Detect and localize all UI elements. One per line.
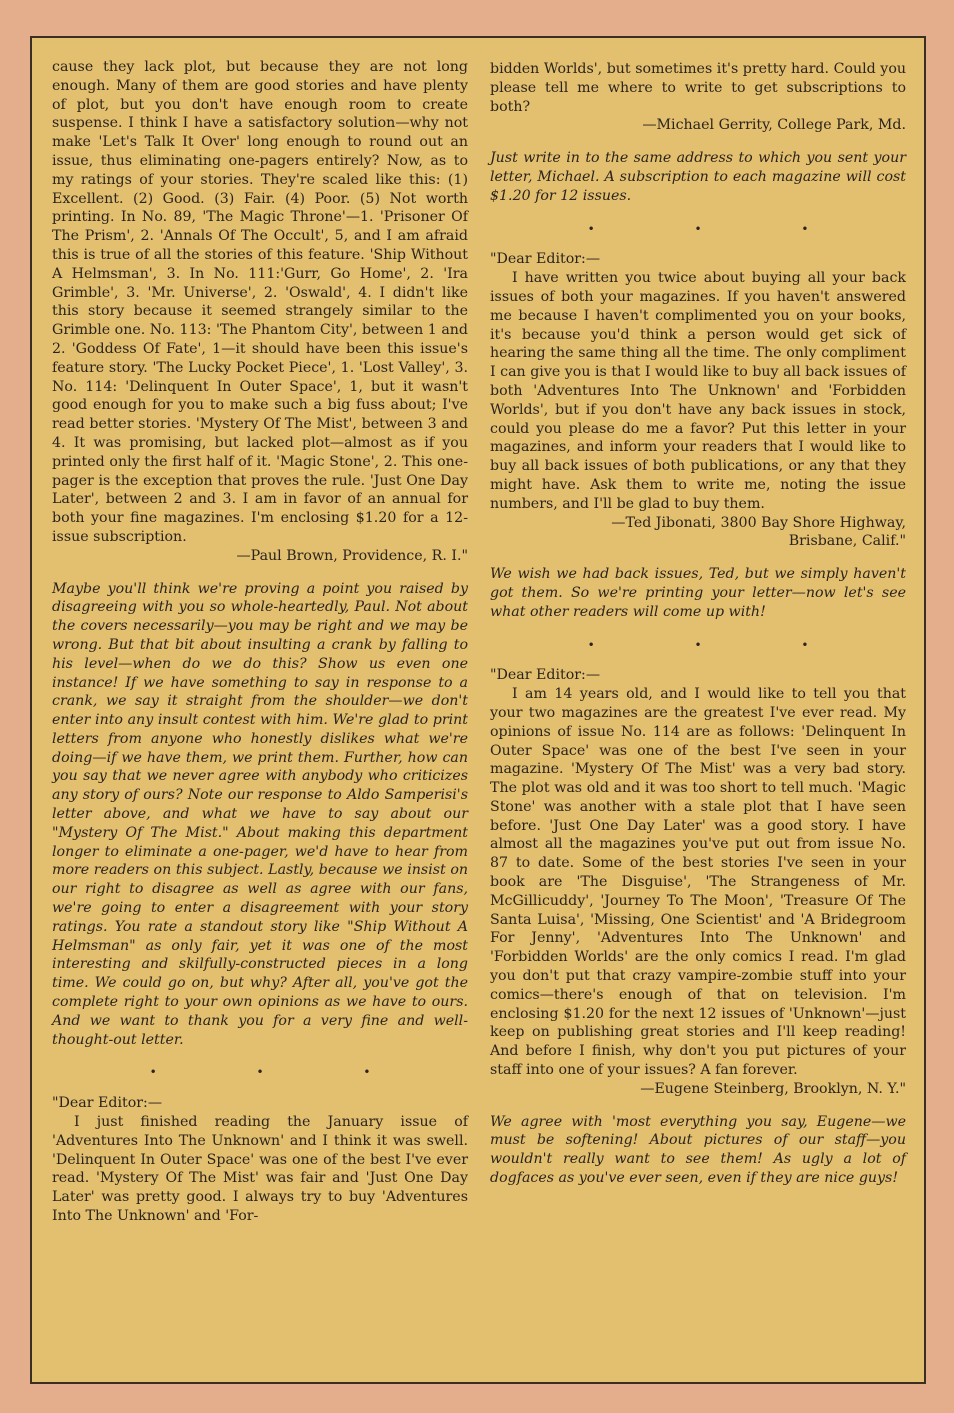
section-separator: • • • [587, 221, 857, 236]
section-separator: • • • [149, 1065, 419, 1080]
editor-reply: We wish we had back issues, Ted, but we simply haven't got them. So we're printing your letter—now let's see what other readers will come up with! [490, 566, 906, 620]
letters-page [30, 36, 926, 1384]
editor-reply: Maybe you'll think we're proving a point you raised by disagreeing with you so whole-heartedly, Paul. Not about the covers necessarily—you may be right and we may be wrong. But that bit about insulting a crank by falling to his level—when do we do this? Show us even one instance! If we have something to say in response to a crank, we say it straight from the shoulder—we don't enter into any insult contest with him. We're glad to print letters from anyone who honestly dislikes what we're doing—if we have them, we print them. Further, how can you say that we never agree with anybody who criticizes any story of ours? Note our response to Aldo Samperisi's letter above, and what we have to say about our "Mystery Of The Mist." About making this department longer to eliminate a one-pager, we'd have to hear from more readers on this subject. Lastly, because we insist on our right to disagree as well as agree with our fans, we're going to enter a disagreement with your story ratings. You rate a standout story like "Ship Without A Helmsman" as only fair, yet it was one of the most interesting and skilfully-constructed pieces in a long time. We could go on, but why? After all, you've got the complete right to your own opinions as we have to ours. And we want to thank you for a very fine and well-thought-out letter. [52, 580, 468, 1048]
left-column [52, 58, 468, 1226]
letter-signature: —Paul Brown, Providence, R. I." [236, 547, 468, 564]
letter-signature: —Eugene Steinberg, Brooklyn, N. Y." [640, 1080, 906, 1097]
right-column [490, 60, 906, 1188]
letter-salutation: "Dear Editor:— [490, 251, 601, 268]
letter-signature-location: Brisbane, Calif." [788, 533, 906, 550]
letter-body: I have written you twice about buying all your back issues of both your magazines. If you haven't answered me because I haven't complimented you on your books, it's because you'd think a person would get sick of hearing the same thing all the time. The only compliment I can give you is that I would like to buy all back issues of both 'Adventures Into The Unknown' and 'Forbidden Worlds', but if you don't have any back issues in stock, could you please do me a favor? Put this letter in your magazines, and inform your readers that I would like to buy all back issues of both publications, or any that they might have. Ask them to write me, noting the issue numbers, and I'll be glad to buy them. [490, 270, 906, 512]
letter-salutation: "Dear Editor:— [490, 667, 601, 684]
editor-reply: We agree with 'most everything you say, Eugene—we must be softening! About pictures of our staff—you wouldn't really want to see them! As ugly a lot of dogfaces as you've ever seen, even if they are nice guys! [490, 1113, 906, 1187]
letter-continuation: cause they lack plot, but because they are not long enough. Many of them are good stories and have plenty of plot, but you don't have enough room to create suspense. I think I have a satisfactory solution—why not make 'Let's Talk It Over' long enough to round out an issue, thus eliminating one-pagers entirely? Now, as to my ratings of your stories. They're scaled like this: (1) Excellent. (2) Good. (3) Fair. (4) Poor. (5) Not worth printing. In No. 89, 'The Magic Throne'—1. 'Prisoner Of The Prism', 2. 'Annals Of The Occult', 5, and I am afraid this is true of all the stories of this feature. 'Ship Without A Helmsman', 3. In No. 111:'Gurr, Go Home', 2. 'Ira Grimble', 3. 'Mr. Universe', 2. 'Oswald', 4. I didn't like this story because it seemed strangely similar to the Grimble one. No. 113: 'The Phantom City', between 1 and 2. 'Goddess Of Fate', 1—it should have been this issue's feature story. 'The Lucky Pocket Piece', 1. 'Lost Valley', 3. No. 114: 'Delinquent In Outer Space', 1, but it wasn't good enough for you to make such a big fuss about; I've read better stories. 'Mystery Of The Mist', between 3 and 4. It was promising, but lacked plot—almost as if you printed only the first half of it. 'Magic Stone', 2. This one-pager is the exception that proves the rule. 'Just One Day Later', between 2 and 3. I am in favor of an annual for both your fine magazines. I'm enclosing $1.20 for a 12-issue subscription. [52, 59, 468, 545]
letter-continuation: bidden Worlds', but sometimes it's pretty hard. Could you please tell me where to write to get subscriptions to both? [490, 61, 906, 115]
letter-salutation: "Dear Editor:— [52, 1095, 163, 1112]
letter-signature: —Ted Jibonati, 3800 Bay Shore Highway, [611, 514, 906, 531]
editor-reply: Just write in to the same address to which you sent your letter, Michael. A subscription to each magazine will cost $1.20 for 12 issues. [490, 150, 906, 204]
letter-body: I am 14 years old, and I would like to tell you that your two magazines are the greatest I've ever read. My opinions of issue No. 114 are as follows: 'Delinquent In Outer Space' was one of the best I've seen in your magazine. 'Mystery Of The Mist' was a very bad story. The plot was old and it was too short to tell much. 'Magic Stone' was another with a stale plot that I have seen before. 'Just One Day Later' was a good story. I have almost all the magazines you've put out from issue No. 87 to date. Some of the best stories I've seen in your book are 'The Disguise', 'The Strangeness of Mr. McGillicuddy', 'Journey To The Moon', 'Treasure Of The Santa Luisa', 'Missing, One Scientist' and 'A Bridegroom For Jenny', 'Adventures Into The Unknown' and 'Forbidden Worlds' are the only comics I read. I'm glad you don't put that crazy vampire-zombie stuff into your comics—there's enough of that on television. I'm enclosing $1.20 for the next 12 issues of 'Unknown'—just keep on publishing great stories and I'll keep reading! And before I finish, why don't you put pictures of your staff into one of your issues? A fan forever. [490, 686, 906, 1079]
letter-body: I just finished reading the January issue of 'Adventures Into The Unknown' and I think it was swell. 'Delinquent In Outer Space' was one of the best I've ever read. 'Mystery Of The Mist' was fair and 'Just One Day Later' was pretty good. I always try to buy 'Adventures Into The Unknown' and 'For- [52, 1114, 468, 1225]
section-separator: • • • [587, 637, 857, 652]
letter-signature: —Michael Gerrity, College Park, Md. [642, 117, 906, 134]
